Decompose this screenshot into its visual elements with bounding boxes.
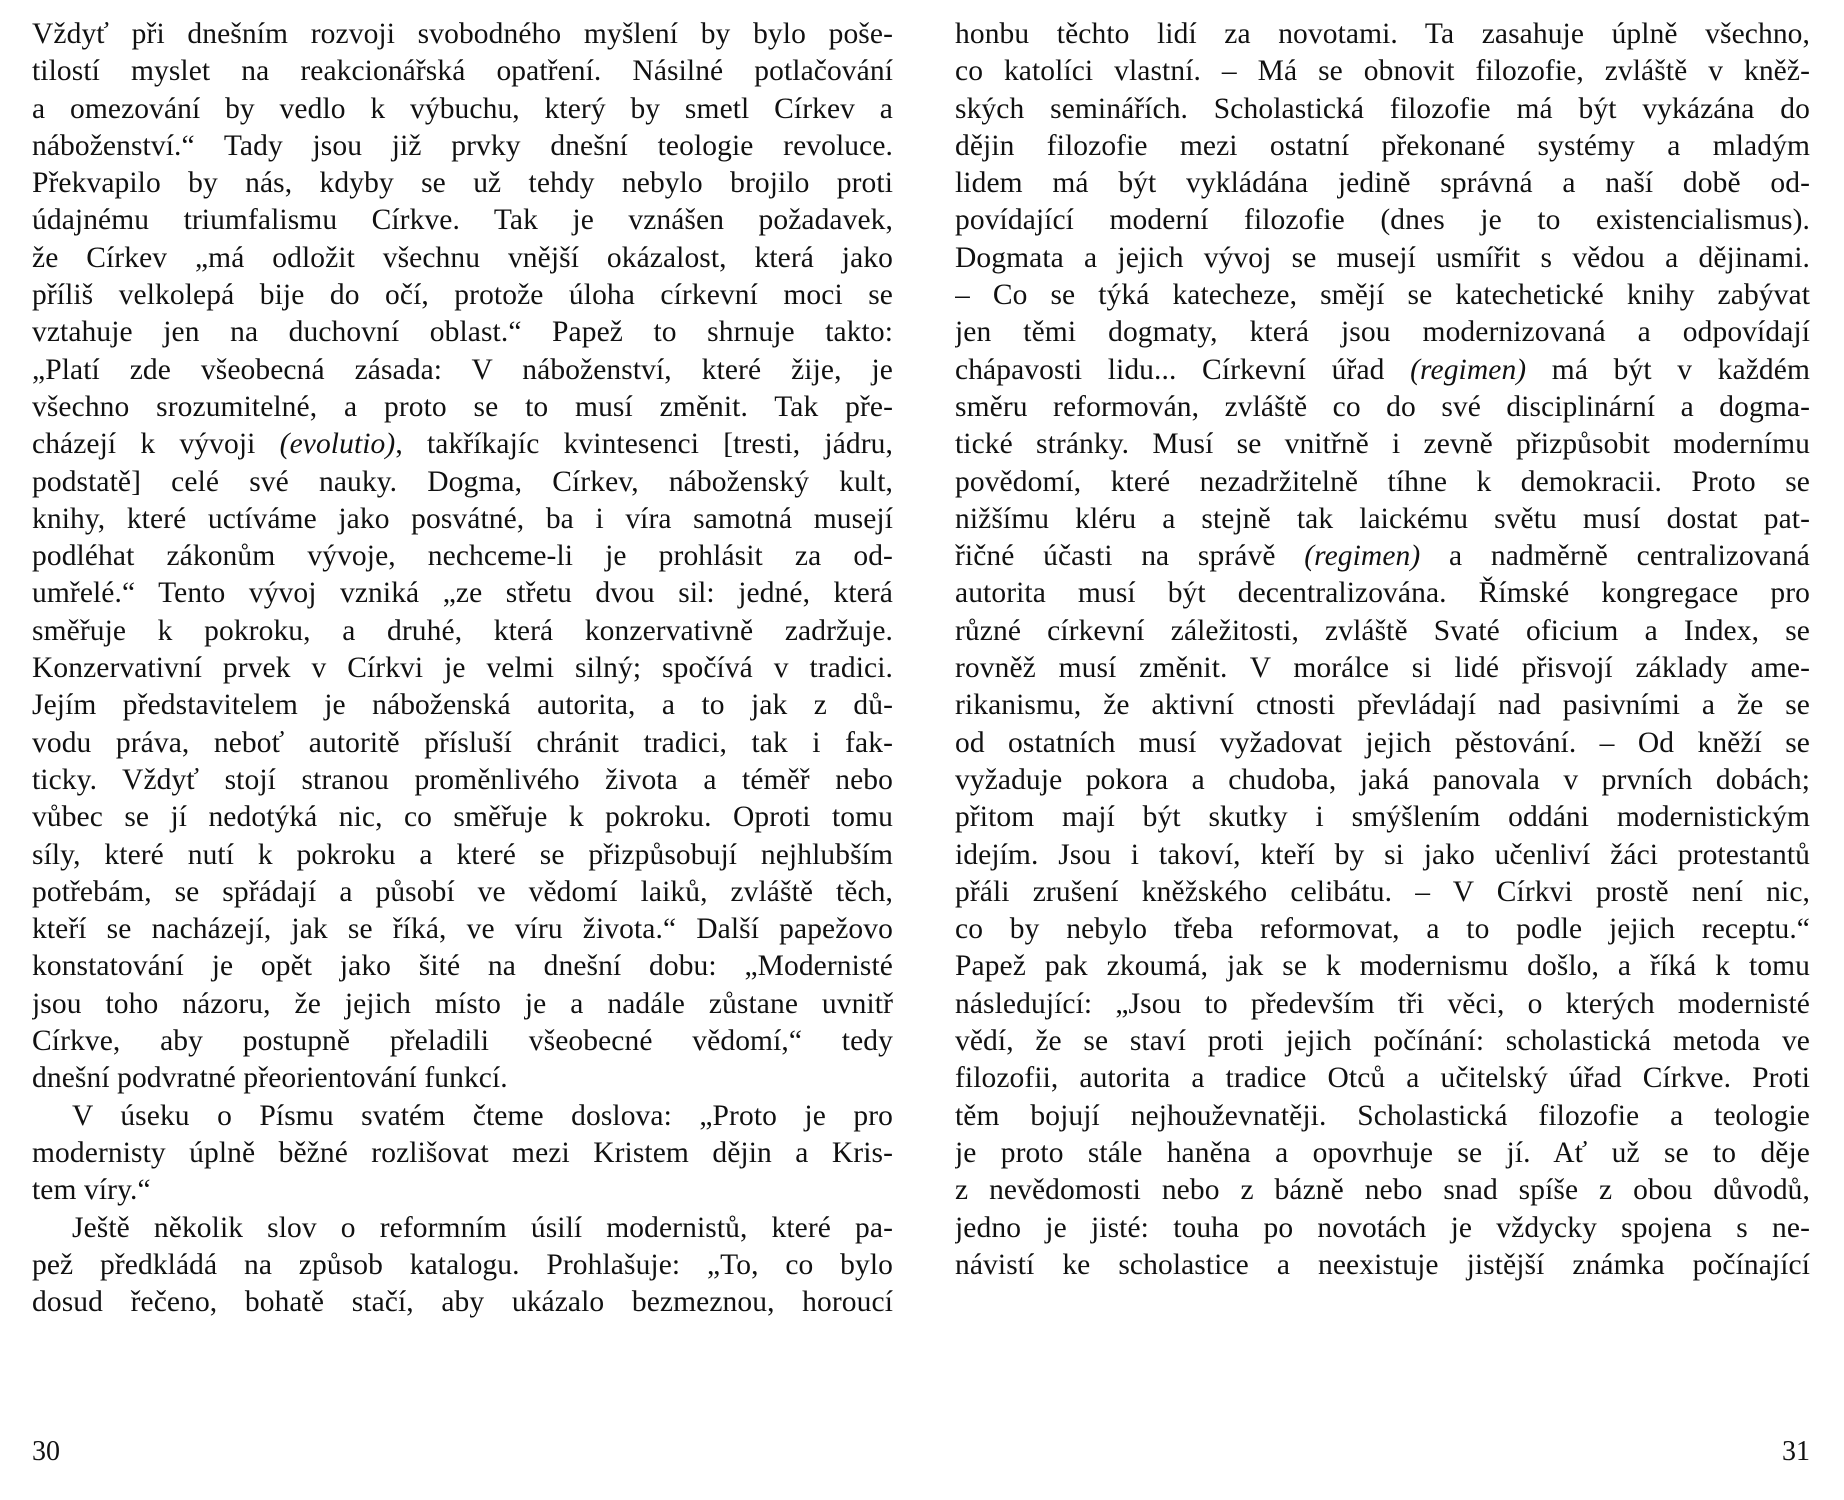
text-line: potřebám, se spřádají a působí ve vědomí laiků, zvláště těch, [32, 875, 893, 908]
text-line: tem víry.“ [32, 1174, 151, 1207]
text-line: ských seminářích. Scholastická filozofie má být vykázána do [955, 92, 1810, 125]
text-line: údajnému triumfalismu Církve. Tak je vznášen požadavek, [32, 204, 893, 237]
text-line: povídající moderní filozofie (dnes je to existencialismus). [955, 204, 1810, 237]
text-segment: a nadměrně centralizovaná [1420, 540, 1810, 573]
text-line: těm bojují nejhouževnatěji. Scholastická filozofie a teologie [955, 1099, 1810, 1132]
text-line: nižšímu kléru a stejně tak laickému světu musí dostat pat- [955, 502, 1810, 535]
left-page [32, 0, 893, 1500]
page-number-right: 31 [1782, 1436, 1810, 1467]
text-line: pež předkládá na způsob katalogu. Prohlašuje: „To, co bylo [32, 1248, 893, 1281]
text-line: Vždyť při dnešním rozvoji svobodného myšlení by bylo poše- [32, 18, 893, 50]
text-line: síly, které nutí k pokroku a které se přizpůsobují nejhlubším [32, 838, 893, 871]
text-line: podléhat zákonům vývoje, nechceme-li je prohlásit za od- [32, 540, 893, 573]
text-line: lidem má být vykládána jedině správná a naší době od- [955, 167, 1810, 200]
text-line: jedno je jisté: touha po novotách je vždycky spojena s ne- [955, 1211, 1810, 1244]
text-line: vyžaduje pokora a chudoba, jaká panovala v prvních dobách; [955, 763, 1810, 796]
text-line: co katolíci vlastní. – Má se obnovit filozofie, zvláště v kněž- [955, 55, 1810, 88]
text-segment: řičné účasti na správě [955, 540, 1305, 573]
text-line: přáli zrušení kněžského celibátu. – V Církvi prostě není nic, [955, 875, 1810, 908]
page-number-left: 30 [32, 1436, 60, 1467]
text-line: rovněž musí změnit. V morálce si lidé přisvojí základy ame- [955, 652, 1810, 685]
text-line: směřuje k pokroku, a druhé, která konzervativně zadržuje. [32, 614, 893, 647]
text-line: návistí ke scholastice a neexistuje jistější známka počínající [955, 1248, 1810, 1281]
text-line: všechno srozumitelné, a proto se to musí změnit. Tak pře- [32, 390, 893, 423]
italic-term: (evolutio) [279, 428, 396, 461]
text-segment: , takříkajíc kvintesenci [tresti, jádru, [395, 428, 893, 461]
text-segment: chápavosti lidu... Církevní úřad [955, 353, 1411, 386]
text-line: rikanismu, že aktivní ctnosti převládají nad pasivními a že se [955, 689, 1810, 722]
text-line: tilostí myslet na reakcionářská opatření. Násilné potlačování [32, 55, 893, 88]
text-line [32, 426, 893, 463]
text-line: jsou toho názoru, že jejich místo je a nadále zůstane uvnitř [32, 987, 893, 1020]
left-page-text [32, 16, 893, 1321]
text-line: Dogmata a jejich vývoj se musejí usmířit s vědou a dějinami. [955, 241, 1810, 274]
right-page-text [955, 16, 1810, 1284]
text-line: filozofii, autorita a tradice Otců a učitelský úřad Církve. Proti [955, 1062, 1810, 1095]
text-line: konstatování je opět jako šité na dnešní dobu: „Modernisté [32, 950, 893, 983]
text-segment: má být v každém [1526, 353, 1810, 386]
right-page [955, 0, 1810, 1500]
text-line: a omezování by vedlo k výbuchu, který by smetl Církev a [32, 92, 893, 125]
text-line: že Církev „má odložit všechnu vnější okázalost, která jako [32, 241, 893, 274]
text-line: co by nebylo třeba reformovat, a to podle jejich receptu.“ [955, 913, 1810, 946]
text-line: tické stránky. Musí se vnitřně i zevně přizpůsobit modernímu [955, 428, 1810, 461]
text-line: Překvapilo by nás, kdyby se už tehdy nebylo brojilo proti [32, 167, 893, 200]
text-line: dnešní podvratné přeorientování funkcí. [32, 1062, 508, 1095]
text-line: ticky. Vždyť stojí stranou proměnlivého života a téměř nebo [32, 763, 893, 796]
text-line: kteří se nacházejí, jak se říká, ve víru života.“ Další papežovo [32, 913, 893, 946]
text-line: idejím. Jsou i takoví, kteří by si jako učenliví žáci protestantů [955, 838, 1810, 871]
text-line [955, 352, 1810, 389]
text-line: vztahuje jen na duchovní oblast.“ Papež to shrnuje takto: [32, 316, 893, 349]
text-line: různé církevní záležitosti, zvláště Svaté oficium a Index, se [955, 614, 1810, 647]
text-line: náboženství.“ Tady jsou již prvky dnešní teologie revoluce. [32, 129, 893, 162]
text-line: od ostatních musí vyžadovat jejich pěstování. – Od kněží se [955, 726, 1810, 759]
text-line: příliš velkolepá bije do očí, protože úloha církevní moci se [32, 279, 893, 312]
text-segment: cházejí k vývoji [32, 428, 280, 461]
text-line: honbu těchto lidí za novotami. Ta zasahuje úplně všechno, [955, 18, 1810, 50]
text-line: „Platí zde všeobecná zásada: V náboženství, které žije, je [32, 353, 893, 386]
text-line: vůbec se jí nedotýká nic, co směřuje k pokroku. Oproti tomu [32, 801, 893, 834]
text-line: z nevědomosti nebo z bázně nebo snad spíše z obou důvodů, [955, 1174, 1810, 1207]
text-line: směru reformován, zvláště co do své disciplinární a dogma- [955, 390, 1810, 423]
text-line: knihy, které uctíváme jako posvátné, ba i víra samotná musejí [32, 502, 893, 535]
text-line: Konzervativní prvek v Církvi je velmi silný; spočívá v tradici. [32, 652, 893, 685]
text-line: přitom mají být skutky i smýšlením oddáni modernistickým [955, 801, 1810, 834]
text-line: Ještě několik slov o reformním úsilí modernistů, které pa- [72, 1211, 893, 1244]
text-line: vědí, že se staví proti jejich počínání: scholastická metoda ve [955, 1025, 1810, 1058]
text-line: modernisty úplně běžné rozlišovat mezi Kristem dějin a Kris- [32, 1136, 893, 1169]
italic-term: (regimen) [1410, 353, 1527, 386]
text-line: je proto stále haněna a opovrhuje se jí. Ať už se to děje [955, 1136, 1810, 1169]
text-line: jen těmi dogmaty, která jsou modernizovaná a odpovídají [955, 316, 1810, 349]
text-line: – Co se týká katecheze, smějí se katechetické knihy zabývat [955, 279, 1810, 312]
text-line: Papež pak zkoumá, jak se k modernismu došlo, a říká k tomu [955, 950, 1810, 983]
text-line: Jejím představitelem je náboženská autorita, a to jak z dů- [32, 689, 893, 722]
text-line: dějin filozofie mezi ostatní překonané systémy a mladým [955, 129, 1810, 162]
text-line: vodu práva, neboť autoritě přísluší chránit tradici, tak i fak- [32, 726, 893, 759]
italic-term: (regimen) [1304, 540, 1421, 573]
text-line: Církve, aby postupně přeladili všeobecné vědomí,“ tedy [32, 1025, 893, 1058]
text-line: povědomí, které nezadržitelně tíhne k demokracii. Proto se [955, 465, 1810, 498]
text-line [955, 538, 1810, 575]
text-line: následující: „Jsou to především tři věci, o kterých modernisté [955, 987, 1810, 1020]
text-line: podstatě] celé své nauky. Dogma, Církev, náboženský kult, [32, 465, 893, 498]
text-line: dosud řečeno, bohatě stačí, aby ukázalo bezmeznou, horoucí [32, 1286, 893, 1319]
text-line: autorita musí být decentralizována. Římské kongregace pro [955, 577, 1810, 610]
text-line: umřelé.“ Tento vývoj vzniká „ze střetu dvou sil: jedné, která [32, 577, 893, 610]
text-line: V úseku o Písmu svatém čteme doslova: „Proto je pro [72, 1099, 893, 1132]
